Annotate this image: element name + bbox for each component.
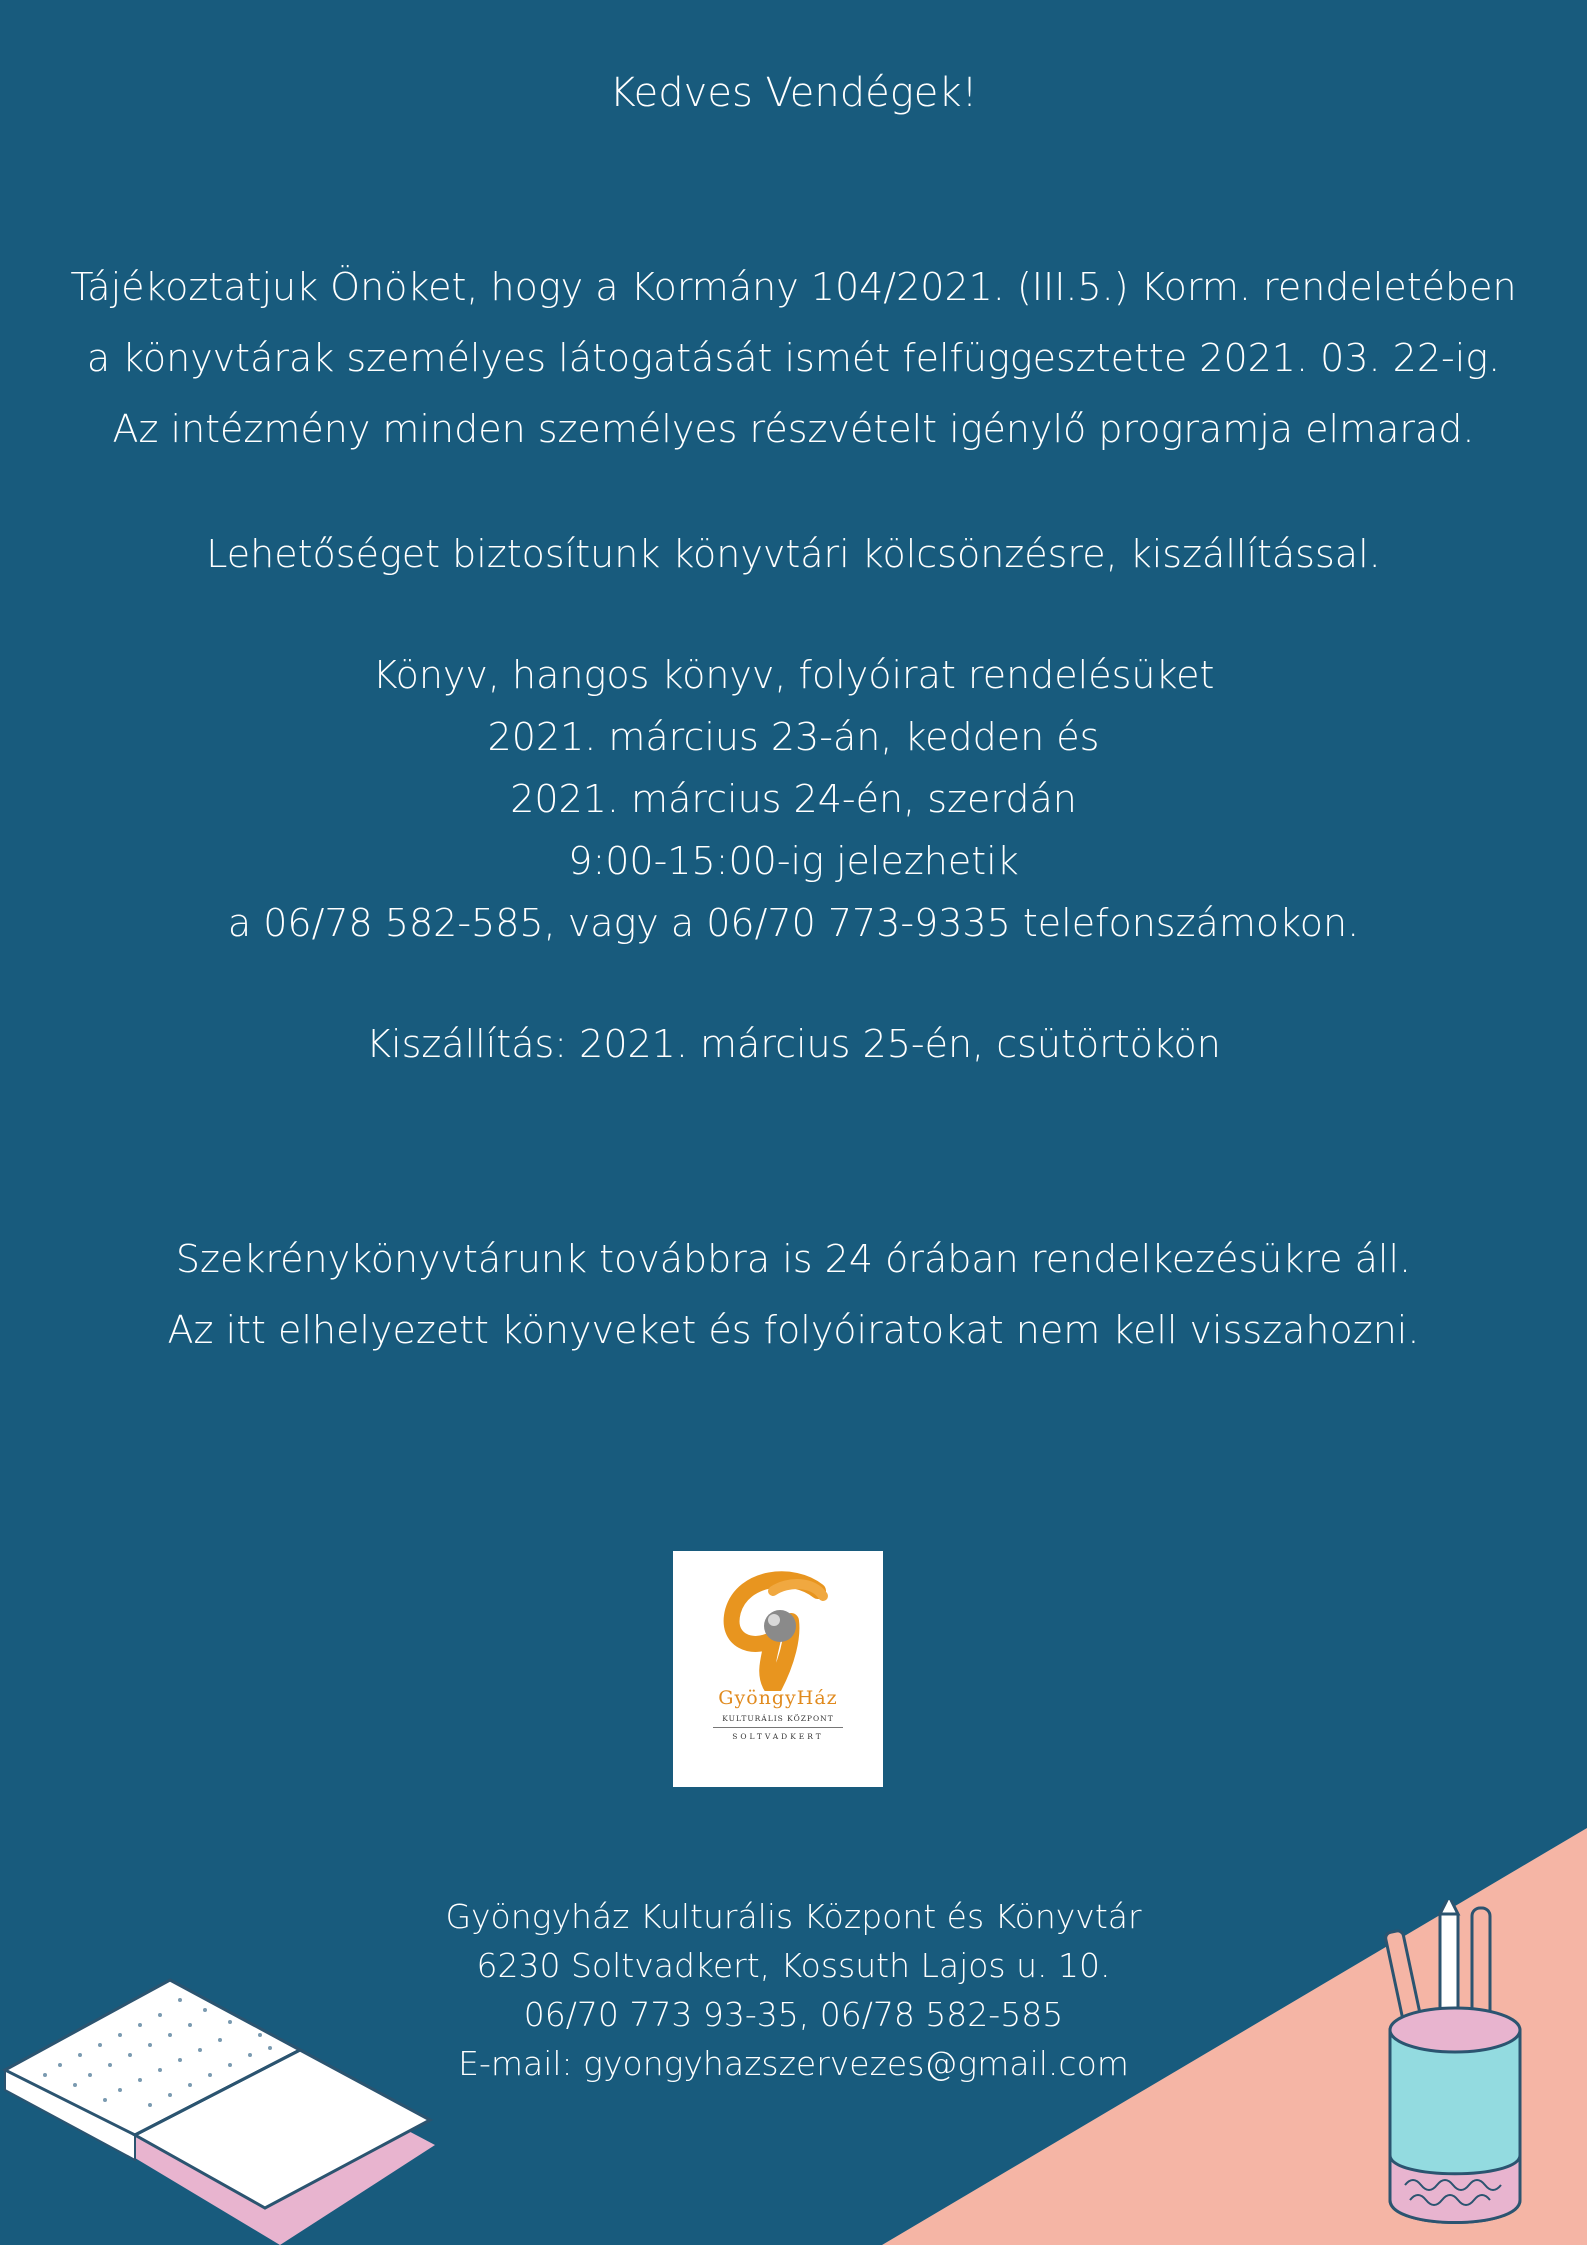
logo-name: GyöngyHáz bbox=[718, 1687, 838, 1709]
notice-line-2: a könyvtárak személyes látogatását ismét felfüggesztette 2021. 03. 22-ig. bbox=[86, 336, 1501, 380]
lending-line: Lehetőséget biztosítunk könyvtári kölcsönzésre, kiszállítással. bbox=[206, 532, 1381, 576]
ordering-line-1: Könyv, hangos könyv, folyóirat rendelésüket bbox=[372, 653, 1215, 697]
footer-phones: 06/70 773 93-35, 06/78 582-585 bbox=[523, 1995, 1064, 2034]
ordering-line-5: a 06/78 582-585, vagy a 06/70 773-9335 telefonszámokon. bbox=[227, 901, 1360, 945]
ordering-line-3: 2021. március 24-én, szerdán bbox=[510, 777, 1077, 821]
ordering-line-2: 2021. március 23-án, kedden és bbox=[487, 715, 1100, 759]
greeting-heading: Kedves Vendégek! bbox=[609, 70, 978, 116]
ordering-line-4: 9:00-15:00-ig jelezhetik bbox=[568, 839, 1019, 883]
gyongyhaz-logo bbox=[673, 1551, 883, 1787]
open-book-icon bbox=[0, 1970, 450, 2245]
notice-line-1: Tájékoztatjuk Önöket, hogy a Kormány 104/2021. (III.5.) Korm. rendeletében bbox=[70, 265, 1517, 309]
footer-address: 6230 Soltvadkert, Kossuth Lajos u. 10. bbox=[476, 1946, 1111, 1985]
logo-city: SOLTVADKERT bbox=[732, 1732, 824, 1741]
logo-subtitle: KULTURÁLIS KÖZPONT bbox=[722, 1714, 834, 1723]
delivery-line: Kiszállítás: 2021. március 25-én, csütörtökön bbox=[366, 1022, 1221, 1066]
pencil-cup-icon bbox=[1380, 1900, 1530, 2240]
cabinet-line-1: Szekrénykönyvtárunk továbbra is 24 órában rendelkezésükre áll. bbox=[175, 1237, 1412, 1281]
logo-rule bbox=[713, 1727, 843, 1728]
notice-line-3: Az intézmény minden személyes részvételt igénylő programja elmarad. bbox=[112, 407, 1475, 451]
footer-org: Gyöngyház Kulturális Központ és Könyvtár bbox=[445, 1897, 1142, 1936]
logo-g-pearl-icon bbox=[673, 1551, 883, 1691]
cabinet-line-2: Az itt elhelyezett könyveket és folyóiratokat nem kell visszahozni. bbox=[167, 1308, 1420, 1352]
footer-email: E-mail: gyongyhazszervezes@gmail.com bbox=[458, 2044, 1129, 2083]
